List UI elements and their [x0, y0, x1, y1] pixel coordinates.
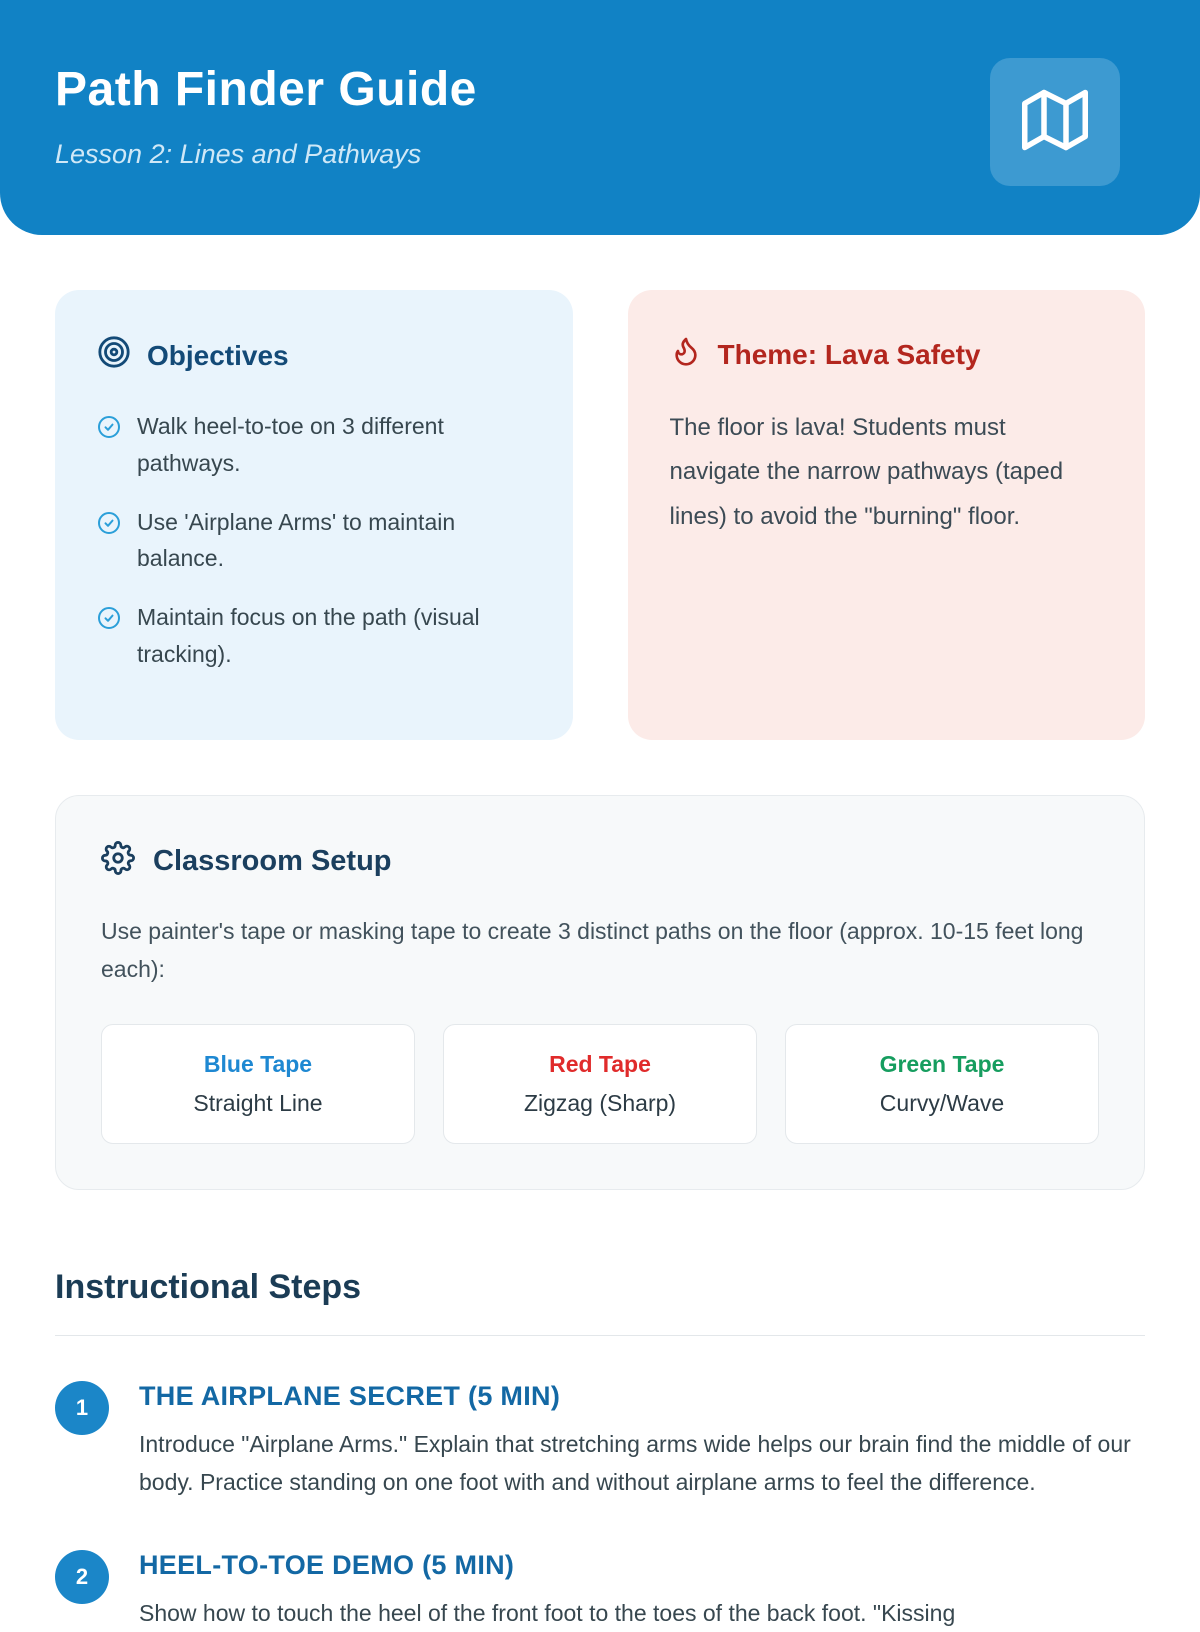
setup-description: Use painter's tape or masking tape to create 3 distinct paths on the floor (approx. 10-15 feet long each): — [101, 917, 1084, 982]
setup-heading — [101, 841, 1099, 883]
tape-style: Straight Line — [193, 1089, 323, 1116]
step-title: HEEL-TO-TOE DEMO (5 MIN) — [139, 1549, 515, 1580]
gear-icon — [101, 841, 135, 883]
main-content — [0, 290, 1200, 1632]
step-item-2 — [55, 1550, 1145, 1632]
objective-text: Use 'Airplane Arms' to maintain balance. — [137, 508, 456, 572]
header-icon-box — [990, 58, 1120, 186]
step-body: Show how to touch the heel of the front foot to the toes of the back foot. "Kissing — [139, 1599, 956, 1626]
divider — [55, 1335, 1145, 1336]
objectives-heading — [97, 335, 531, 376]
setup-title: Classroom Setup — [153, 845, 392, 878]
check-circle-icon — [97, 604, 121, 641]
tape-cards-row — [101, 1024, 1099, 1144]
objective-text: Maintain focus on the path (visual tracking). — [137, 604, 480, 667]
theme-title: Theme: Lava Safety — [717, 338, 981, 370]
step-item-1 — [55, 1381, 1145, 1502]
objective-text: Walk heel-to-toe on 3 different pathways. — [137, 413, 444, 476]
flame-icon — [670, 335, 702, 374]
tape-card-green — [785, 1024, 1099, 1144]
tape-card-blue — [101, 1024, 415, 1144]
steps-section-title: Instructional Steps — [55, 1267, 362, 1306]
page-subtitle: Lesson 2: Lines and Pathways — [55, 139, 422, 169]
theme-card — [628, 290, 1146, 740]
header — [0, 0, 1200, 235]
step-content — [139, 1550, 955, 1632]
list-item — [97, 504, 531, 578]
tape-card-red — [443, 1024, 757, 1144]
theme-heading — [670, 335, 1104, 374]
tape-label: Green Tape — [879, 1050, 1005, 1077]
list-item — [97, 408, 531, 482]
tape-style: Curvy/Wave — [879, 1089, 1005, 1116]
objectives-list — [97, 408, 531, 673]
list-item — [97, 599, 531, 673]
objectives-card — [55, 290, 573, 740]
info-cards-row — [55, 290, 1145, 740]
check-circle-icon — [97, 509, 121, 546]
classroom-setup-card — [55, 795, 1145, 1190]
check-circle-icon — [97, 413, 121, 450]
objectives-title: Objectives — [147, 339, 289, 371]
page-title: Path Finder Guide — [55, 63, 477, 116]
tape-style: Zigzag (Sharp) — [523, 1089, 677, 1116]
theme-body: The floor is lava! Students must navigate the narrow pathways (taped lines) to avoid the "burning" floor. — [669, 414, 1064, 530]
tape-label: Blue Tape — [203, 1050, 313, 1077]
steps-list — [55, 1381, 1145, 1632]
target-icon — [97, 335, 131, 376]
step-number-badge: 2 — [55, 1550, 109, 1604]
map-icon — [1022, 87, 1088, 158]
step-content — [139, 1381, 1145, 1502]
step-number-badge: 1 — [55, 1381, 109, 1435]
step-title: THE AIRPLANE SECRET (5 MIN) — [139, 1380, 561, 1411]
step-body: Introduce "Airplane Arms." Explain that stretching arms wide helps our brain find the middle of our body. Practice standing on one foot with and without airplane arms to feel the difference. — [139, 1430, 1131, 1495]
tape-label: Red Tape — [549, 1050, 651, 1077]
